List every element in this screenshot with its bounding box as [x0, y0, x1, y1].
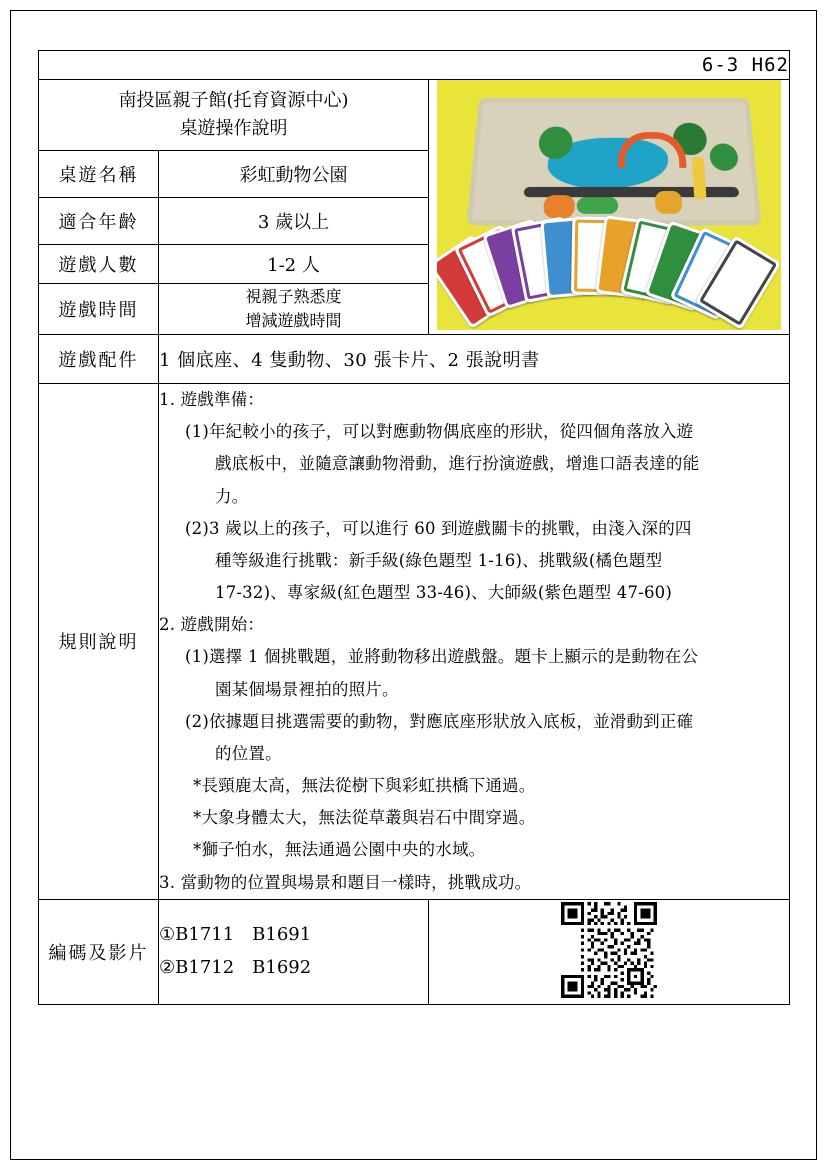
- rules-line: (1)選擇 1 個挑戰題，並將動物移出遊戲盤。題卡上顯示的是動物在公: [185, 647, 699, 667]
- rules-line: (1)年紀較小的孩子，可以對應動物偶底座的形狀，從四個角落放入遊: [185, 422, 694, 442]
- field-value-age: 3 歲以上: [159, 198, 429, 245]
- title-line-2: 桌遊操作說明: [179, 118, 288, 139]
- photo-cell: [429, 80, 790, 335]
- title-row: [39, 80, 790, 151]
- title-line-1: 南投區親子館(托育資源中心): [118, 90, 349, 112]
- rules-line: (2)3 歲以上的孩子，可以進行 60 到遊戲關卡的挑戰，由淺入深的四: [185, 518, 692, 538]
- lion-figure: [655, 191, 683, 214]
- footer-code-line-1: ①B1711 B1691: [159, 924, 312, 946]
- field-value-time-line-2: 增減遊戲時間: [245, 311, 342, 330]
- components-value: 1 個底座、4 隻動物、30 張卡片、2 張說明書: [159, 335, 790, 384]
- field-label-players: 遊戲人數: [39, 245, 159, 284]
- field-label-age: 適合年齡: [39, 198, 159, 245]
- rules-note: *大象身體太大，無法從草叢與岩石中間穿過。: [193, 808, 536, 828]
- board-game-photo: [437, 80, 781, 330]
- rules-line: 力。: [215, 486, 249, 506]
- rules-note: *長頸鹿太高，無法從樹下與彩虹拱橋下通過。: [193, 776, 536, 796]
- field-label-game-name: 桌遊名稱: [39, 151, 159, 198]
- info-table: [38, 50, 790, 1005]
- rules-body: [159, 384, 790, 900]
- components-row: [39, 335, 790, 384]
- field-value-game-name: 彩虹動物公園: [159, 151, 429, 198]
- field-value-players: 1-2 人: [159, 245, 429, 284]
- field-value-time-line-1: 視親子熟悉度: [245, 287, 342, 306]
- giraffe-figure: [692, 157, 707, 199]
- info-table-wrapper: [38, 50, 789, 1005]
- qr-code[interactable]: [561, 902, 657, 998]
- footer-codes: [159, 899, 429, 1004]
- rules-note: *獅子怕水，無法通過公園中央的水域。: [193, 840, 486, 860]
- header-row: [39, 51, 790, 80]
- rules-line: 園某個場景裡拍的照片。: [215, 679, 399, 699]
- document-title: [39, 80, 429, 151]
- rules-row: [39, 384, 790, 900]
- rules-line: 的位置。: [215, 743, 282, 763]
- rules-line: 1. 遊戲準備：: [159, 390, 265, 409]
- footer-row: [39, 899, 790, 1004]
- card-fan: [467, 220, 757, 320]
- footer-label: 編碼及影片: [39, 899, 159, 1004]
- rules-label: 規則說明: [39, 384, 159, 900]
- field-label-time: 遊戲時間: [39, 284, 159, 335]
- game-board-illustration: [466, 98, 761, 225]
- components-label: 遊戲配件: [39, 335, 159, 384]
- bush-icon: [577, 197, 619, 214]
- rules-line: (2)依據題目挑選需要的動物，對應底座形狀放入底板，並滑動到正確: [185, 711, 694, 731]
- rules-line: 種等級進行挑戰：新手級(綠色題型 1-16)、挑戰級(橘色題型: [215, 550, 663, 570]
- rules-line: 17-32)、專家級(紅色題型 33-46)、大師級(紫色題型 47-60): [215, 583, 672, 603]
- qr-cell: [429, 899, 790, 1004]
- field-value-time: [159, 284, 429, 335]
- rules-line: 戲底板中，並隨意讓動物滑動，進行扮演遊戲，增進口語表達的能: [215, 454, 700, 474]
- elephant-figure: [543, 195, 575, 218]
- rules-line: 2. 遊戲開始：: [159, 615, 265, 635]
- tree-icon: [709, 144, 739, 171]
- footer-code-line-2: ②B1712 B1692: [159, 956, 312, 978]
- document-code: 6-3 H62: [39, 51, 790, 80]
- rules-line: 3. 當動物的位置與場景和題目一樣時，挑戰成功。: [159, 872, 532, 892]
